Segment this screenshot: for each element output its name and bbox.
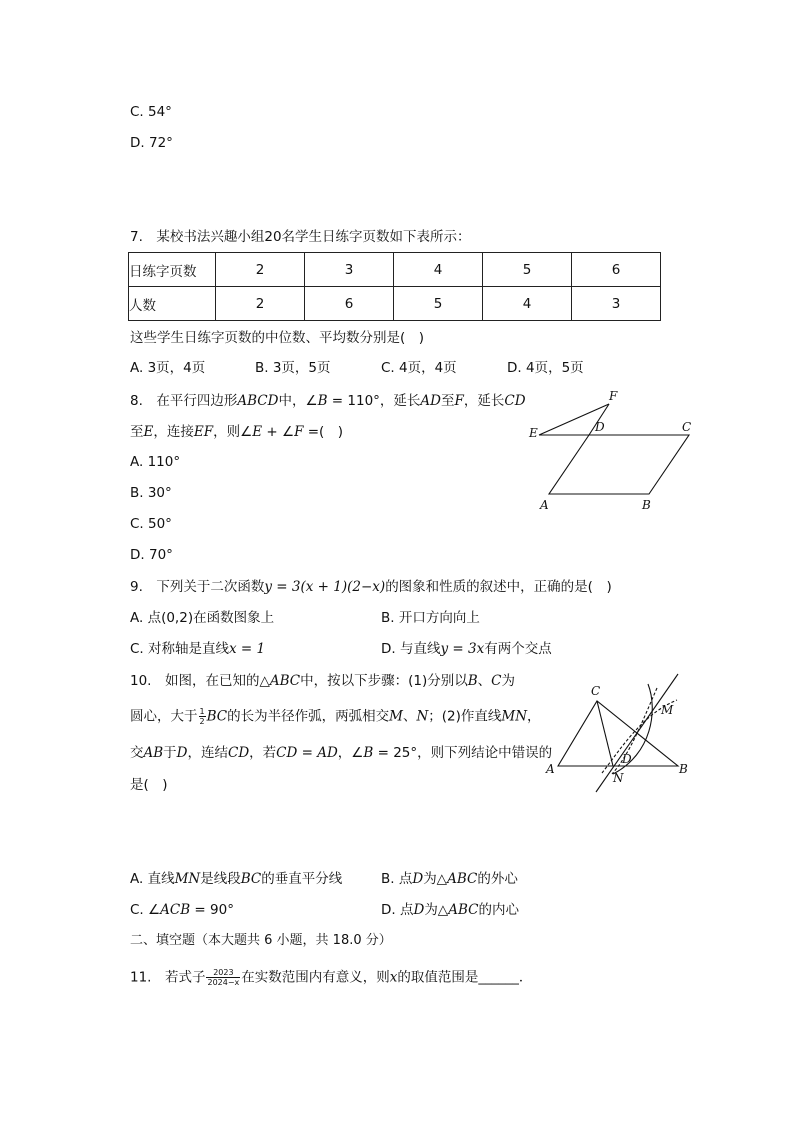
q8-option-a: A. 110°: [130, 454, 181, 470]
fraction-half: $\frac{1}{2}$: [199, 707, 205, 726]
table-cell: 4: [483, 287, 572, 321]
q7-question: 这些学生日练字页数的中位数、平均数分别是( ): [130, 330, 425, 346]
q7-option-a: A. 3页，4页: [130, 360, 206, 376]
table-cell: 3: [572, 287, 661, 321]
q9-option-a: A. 点(0,2)在函数图象上: [130, 610, 275, 626]
q8-option-c: C. 50°: [130, 516, 172, 532]
table-cell: 日练字页数: [129, 253, 216, 287]
q6-option-c: C. 54°: [130, 104, 172, 120]
q7-option-b: B. 3页，5页: [255, 360, 331, 376]
table-cell: 2: [216, 253, 305, 287]
q9-option-b: B. 开口方向向上: [381, 610, 480, 626]
q10-stem-line3: 交AB于D，连结CD，若CD = AD，∠B = 25°，则下列结论中错误的: [130, 745, 553, 761]
table-cell: 5: [483, 253, 572, 287]
label-B: B: [679, 762, 688, 776]
q9-option-d: D. 与直线y = 3x有两个交点: [381, 641, 552, 657]
fraction: $\frac{2023}{2024-x}$: [207, 968, 240, 987]
q6-option-d: D. 72°: [130, 135, 173, 151]
q10-option-c: C. ∠ACB = 90°: [130, 902, 234, 918]
label-F: F: [609, 389, 618, 403]
answer-blank[interactable]: ______: [478, 969, 519, 986]
table-row: [129, 253, 661, 287]
q10-stem-line1: 10. 如图，在已知的△ABC中，按以下步骤：(1)分别以B、C为: [130, 673, 515, 689]
table-cell: 3: [305, 253, 394, 287]
table-cell: 5: [394, 287, 483, 321]
q7-option-c: C. 4页，4页: [381, 360, 457, 376]
label-D: D: [622, 752, 632, 766]
label-M: M: [661, 703, 674, 717]
q7-stem: 7. 某校书法兴趣小组20名学生日练字页数如下表所示：: [130, 229, 471, 245]
section-heading: 二、填空题（本大题共 6 小题，共 18.0 分）: [130, 933, 392, 948]
label-A: A: [540, 498, 549, 512]
table-cell: 6: [305, 287, 394, 321]
q10-stem-line4: 是( ): [130, 777, 168, 793]
q11-stem: 11. 若式子 $\frac{2023}{2024-x}$ 在实数范围内有意义，则x的取值范围是______．: [130, 968, 533, 987]
q10-option-b: B. 点D为△ABC的外心: [381, 871, 518, 887]
q8-parallelogram-figure: [525, 386, 700, 516]
q8-stem-line1: 8. 在平行四边形ABCD中，∠B = 110°，延长AD至F，延长CD: [130, 393, 526, 409]
label-D: D: [595, 420, 605, 434]
label-E: E: [529, 426, 538, 440]
table-cell: 4: [394, 253, 483, 287]
q9-stem: 9. 下列关于二次函数y = 3(x + 1)(2−x)的图象和性质的叙述中，正确的是( ): [130, 579, 612, 595]
label-A: A: [546, 762, 555, 776]
table-cell: 2: [216, 287, 305, 321]
q10-construction-figure: [540, 670, 695, 800]
q10-stem-line2: 圆心，大于 $\frac{1}{2}$ BC的长为半径作弧，两弧相交M、N；(2)作直线MN，: [130, 707, 541, 726]
table-row: [129, 287, 661, 321]
label-N: N: [613, 771, 624, 785]
q7-option-d: D. 4页，5页: [507, 360, 584, 376]
q8-stem-line2: 至E，连接EF，则∠E + ∠F =( ): [130, 424, 344, 440]
q8-option-d: D. 70°: [130, 547, 173, 563]
q10-option-d: D. 点D为△ABC的内心: [381, 902, 519, 918]
q7-table: [128, 252, 661, 321]
table-cell: 人数: [129, 287, 216, 321]
label-C: C: [591, 684, 601, 698]
q10-option-a: A. 直线MN是线段BC的垂直平分线: [130, 871, 343, 887]
label-B: B: [642, 498, 651, 512]
q8-option-b: B. 30°: [130, 485, 172, 501]
table-cell: 6: [572, 253, 661, 287]
label-C: C: [682, 420, 692, 434]
q9-option-c: C. 对称轴是直线x = 1: [130, 641, 266, 657]
